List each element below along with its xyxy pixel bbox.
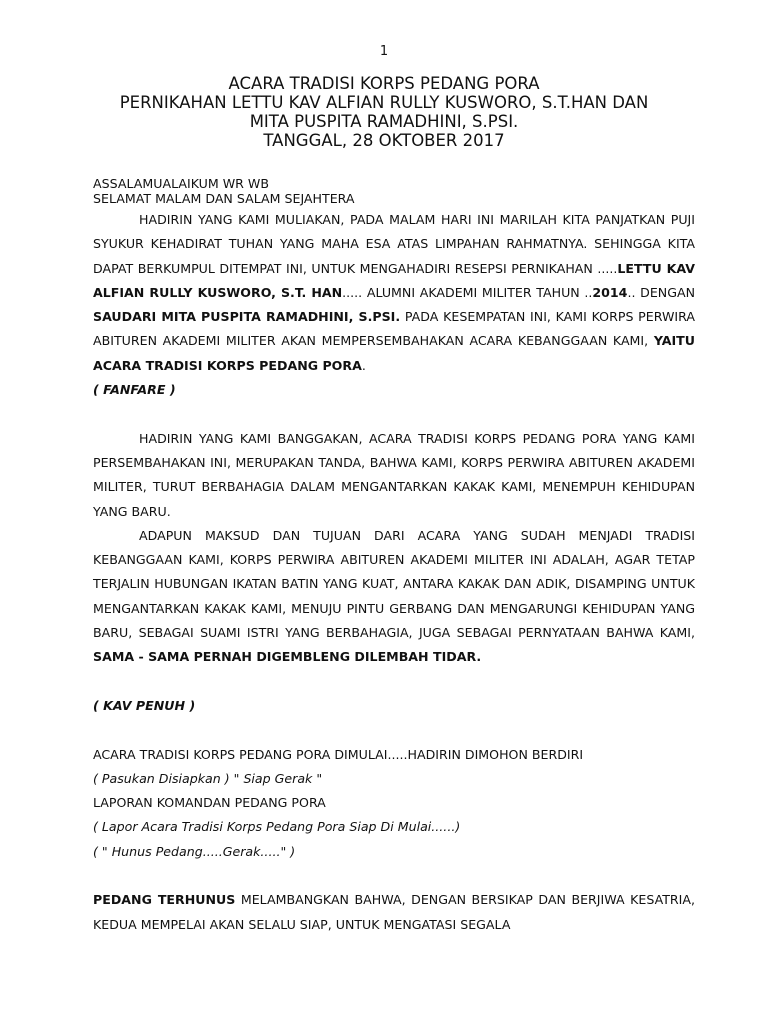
greeting-line-1: ASSALAMUALAIKUM WR WB — [93, 176, 270, 191]
section-ceremony-start: ACARA TRADISI KORPS PEDANG PORA DIMULAI.....HADIRIN DIMOHON BERDIRI — [93, 746, 584, 762]
p4-highlight: PEDANG TERHUNUS — [93, 892, 236, 908]
section-commander-report: LAPORAN KOMANDAN PEDANG PORA — [93, 795, 326, 811]
p1-highlight: YAITU ACARA TRADISI KORPS PEDANG PORA — [93, 333, 695, 373]
document-title — [60, 74, 708, 150]
note-draw-sword: ( " Hunus Pedang.....Gerak....." ) — [93, 843, 296, 859]
p1-text-g: PADA KESEMPATAN INI, KAMI KORPS PERWIRA ABITUREN AKADEMI MILITER AKAN MEMPERSEMBAHAKAN ACARA KEBANGGAAN KAMI, — [93, 309, 695, 349]
p1-text-i: . — [361, 357, 366, 373]
paragraph-sword — [93, 888, 695, 937]
cue-fanfare: ( FANFARE ) — [93, 382, 176, 398]
title-line-3: MITA PUSPITA RAMADHINI, S.PSI. — [249, 112, 519, 131]
p1-text-a: HADIRIN YANG KAMI MULIAKAN, PADA MALAM HARI INI MARILAH KITA PANJATKAN PUJI SYUKUR KEHADIRAT TUHAN YANG MAHA ESA ATAS LIMPAHAN RAHMATNYA. SEHINGGA KITA DAPAT BERKUMPUL DITEMPAT INI, UNTUK MENGAHADIRI RESEPSI PERNIKAHAN ..... — [93, 212, 695, 276]
p4-text: MELAMBANGKAN BAHWA, DENGAN BERSIKAP DAN BERJIWA KESATRIA, KEDUA MEMPELAI AKAN SELALU SIAP, UNTUK MENGATASI SEGALA — [93, 892, 695, 932]
title-line-2: PERNIKAHAN LETTU KAV ALFIAN RULLY KUSWORO, S.T.HAN DAN — [119, 93, 649, 112]
p1-groom-name: LETTU KAV ALFIAN RULLY KUSWORO, S.T. HAN — [93, 260, 695, 300]
greeting-line-2: SELAMAT MALAM DAN SALAM SEJAHTERA — [93, 191, 355, 206]
paragraph-opening — [93, 208, 695, 378]
p3-text-a: ADAPUN MAKSUD DAN TUJUAN DARI ACARA YANG SUDAH MENJADI TRADISI KEBANGGAAN KAMI, KORPS PERWIRA ABITUREN AKADEMI MILITER INI ADALAH, AGAR TETAP TERJALIN HUBUNGAN IKATAN BATIN YANG KUAT, ANTARA KAKAK DAN ADIK, DISAMPING UNTUK MENGANTARKAN KAKAK KAMI, MENUJU PINTU GERBANG DAN MENGARUNGI KEHIDUPAN YANG BARU, SEBAGAI SUAMI ISTRI YANG BERBAHAGIA, JUGA SEBAGAI PERNYATAAN BAHWA KAMI, — [93, 527, 695, 641]
note-report: ( Lapor Acara Tradisi Korps Pedang Pora Siap Di Mulai......) — [93, 819, 461, 835]
p1-text-e: .. DENGAN — [627, 284, 695, 300]
ceremony-steps — [93, 743, 695, 864]
paragraph-second: HADIRIN YANG KAMI BANGGAKAN, ACARA TRADISI KORPS PEDANG PORA YANG KAMI PERSEMBAHAKAN INI, MERUPAKAN TANDA, BAHWA KAMI, KORPS PERWIRA ABITUREN AKADEMI MILITER, TURUT BERBAHAGIA DALAM MENGANTARKAN KAKAK KAMI, MENEMPUH KEHIDUPAN YANG BARU. — [93, 430, 695, 519]
p3-highlight: SAMA - SAMA PERNAH DIGEMBLENG DILEMBAH TIDAR. — [93, 649, 482, 665]
title-line-1: ACARA TRADISI KORPS PEDANG PORA — [228, 74, 540, 93]
p1-text-c: ..... ALUMNI AKADEMI MILITER TAHUN .. — [342, 284, 593, 300]
page-number: 1 — [379, 44, 389, 59]
paragraph-third — [93, 524, 695, 670]
main-text — [93, 208, 695, 937]
p1-bride-name: SAUDARI MITA PUSPITA RAMADHINI, S.PSI. — [93, 309, 401, 325]
p1-year: 2014 — [592, 284, 628, 300]
cue-kav-penuh: ( KAV PENUH ) — [93, 697, 196, 713]
title-line-4: TANGGAL, 28 OKTOBER 2017 — [263, 131, 505, 150]
greeting — [93, 176, 695, 206]
note-siap-gerak: ( Pasukan Disiapkan ) " Siap Gerak " — [93, 770, 323, 786]
